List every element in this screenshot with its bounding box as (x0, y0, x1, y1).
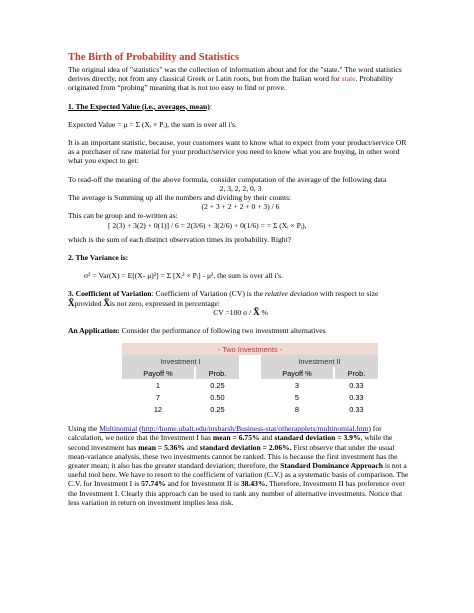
conclusion-text: and (259, 433, 275, 443)
conclusion-text: and (184, 442, 200, 452)
variance-formula: σ² = Var(X) = E[(X- μ)²] = Σ [Xᵢ² × Pᵢ] - μ², the sum is over all i's. (84, 271, 284, 281)
conclusion-text: , while the second investment has (68, 433, 393, 452)
x-bar-symbol: X̄ (253, 306, 260, 317)
table-cell: 3 (294, 380, 299, 390)
multinomial-link[interactable]: Multinomial (99, 424, 138, 434)
table-cell: 0.33 (349, 380, 364, 390)
application-label: An Application: (68, 326, 120, 336)
prob-header: Prob. (335, 367, 378, 379)
application-text: Consider the performance of following two investment alternatives (119, 326, 326, 336)
section1-para2: To read-off the meaning of the above formula, consider computation of the average of the following data (68, 174, 387, 184)
section1-heading-text: 1. The Expected Value (i.e., averages, mean) (68, 101, 210, 111)
table-cell: 0.33 (349, 392, 364, 402)
cv-1-value: 57.74% (141, 479, 166, 489)
multinomial-url-link[interactable]: http://home.ubalt.edu/ntsbarsh/Business-stat/otherapplets/multinomial.htm (141, 424, 369, 434)
table-row (122, 391, 378, 403)
conclusion-text: ( (137, 424, 142, 434)
document-page (68, 52, 413, 507)
section3-provided (68, 299, 413, 308)
table-cell: 0.50 (210, 392, 225, 402)
conclusion-text: and for Investment II is (165, 479, 241, 489)
section1-para4: This can be group and re-written as: (68, 211, 178, 221)
prob-header: Prob. (196, 367, 239, 379)
section2-heading: 2. The Variance is: (68, 253, 129, 263)
table-cell: 5 (294, 392, 299, 402)
conclusion-text: Using the (68, 424, 100, 434)
payoff-header: Payoff % (261, 367, 333, 379)
table-cell: 0.33 (349, 404, 364, 414)
conclusion-text: ) for calculation, we notice that the Investment I has (68, 424, 382, 443)
average-calc: (2 + 3 + 2 + 2 + 0 + 3) / 6 (201, 202, 280, 212)
intro-paragraph (68, 65, 413, 93)
table-title: - Two Investments - (122, 343, 378, 355)
section1-para1: It is an important statistic, because, your customers want to know what to expect from your product/service OR as a purchaser of raw material for your product/service you need to know what you are buying, in other word what you expect to get: (68, 138, 407, 166)
x-bar-symbol: X̄ (68, 297, 75, 308)
section1-heading (68, 102, 413, 111)
sd-1-value: standard deviation = 3.9% (274, 433, 361, 443)
sd-2-value: standard deviation = 2.06%. (199, 442, 292, 452)
relative-deviation-text: relative deviation (264, 289, 318, 299)
section3-paragraph (68, 289, 413, 298)
cv-2-value: 38.43%. (240, 479, 268, 489)
conclusion-paragraph (68, 424, 413, 507)
table-cell: 8 (294, 404, 299, 414)
section1-para5: which is the sum of each distinct observation times its probability. Right? (68, 234, 292, 244)
intro-text-end: . Probability originated from “probing” meaning that is not too easy to find or prove. (68, 74, 394, 93)
investment-1-header: Investment I (122, 355, 239, 367)
investments-table (120, 343, 380, 415)
regrouped-calc: [ 2(3) + 3(2) + 0(1)] / 6 = 2(3/6) + 3(2/6) + 0(1/6) = = Σ (Xᵢ × Pᵢ), (108, 220, 307, 230)
provided-text-end: is not zero, expressed in percentage: (109, 298, 220, 308)
investment-2-header: Investment II (261, 355, 378, 367)
intro-text: The original idea of "statistics" was the collection of information about and for the "state." The word statistics derives directly, not from any classical Greek or Latin roots, but from the Italian word for (68, 65, 402, 84)
provided-text: provided (74, 298, 104, 308)
section3-heading: 3. Coefficient of Variation (68, 289, 152, 299)
cv-formula-start: CV =100 σ / (213, 307, 254, 317)
document-title: The Birth of Probability and Statistics (68, 52, 240, 63)
cv-formula (68, 308, 413, 317)
expected-value-formula: Expected Value = μ = Σ (Xᵢ × Pᵢ), the sum is over all i's. (68, 119, 237, 129)
standard-dominance-term: Standard Dominance Approach (280, 461, 383, 471)
section1-para3: The average is Summing up all the numbers and dividing by their counts: (68, 193, 292, 203)
state-word: state (341, 74, 356, 84)
table-row (122, 403, 378, 415)
table-cell: 0.25 (210, 404, 225, 414)
data-values: 2, 3, 2, 2, 0, 3 (219, 183, 262, 193)
table-row (122, 379, 378, 391)
section3-text-end: with respect to size (318, 289, 379, 299)
table-cell: 0.25 (210, 380, 225, 390)
mean-2-value: mean = 5.36% (138, 442, 185, 452)
conclusion-text: First observe that under the usual mean-variance analysis, these two investments cannot be ranked. This is because the first investment has the greater mean; it also has the greater standard deviation; therefore, the (68, 442, 398, 471)
x-bar-symbol: X̄ (103, 297, 110, 308)
section3-text: : Coefficient of Variation (CV) is the (151, 289, 265, 299)
mean-1-value: mean = 6.75% (212, 433, 260, 443)
table-cell: 7 (155, 392, 160, 402)
application-paragraph (68, 326, 413, 335)
conclusion-text: Therefore, Investment II has preference over the Investment I. Clearly this approach can be used to rank any number of alternative investments. Notice that less variation in return on investment implies less risk. (68, 479, 405, 507)
cv-formula-end: % (259, 307, 268, 317)
conclusion-text: is not a useful tool here. We have to resort to the coefficient of variation (C.V.) as a systematic basis of comparison. The C.V. for Investment I is (68, 461, 409, 489)
table-cell: 12 (153, 404, 163, 414)
section1-heading-colon: : (209, 101, 212, 111)
table-cell: 1 (155, 380, 160, 390)
payoff-header: Payoff % (122, 367, 194, 379)
